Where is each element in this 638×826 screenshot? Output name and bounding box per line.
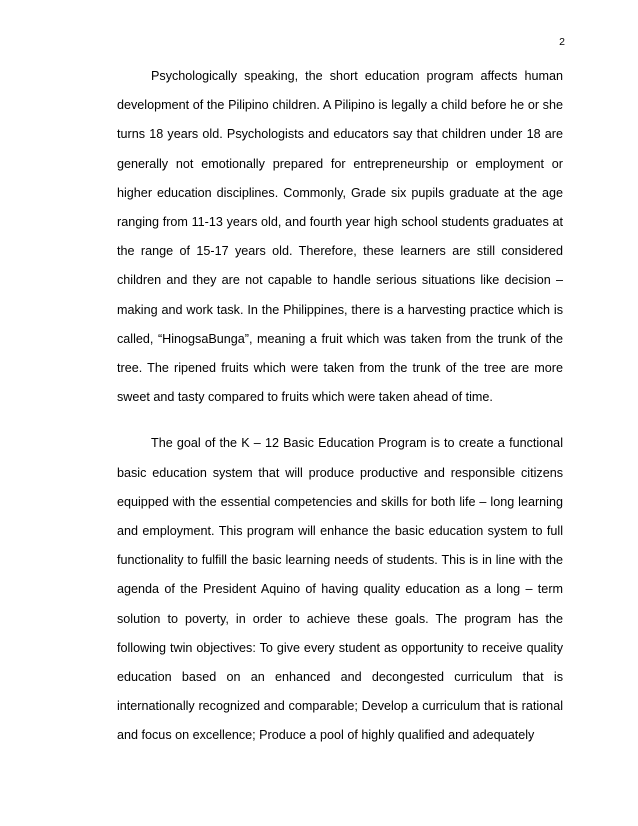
paragraph-k12-goal: The goal of the K – 12 Basic Education Program is to create a functional basic education system that will produce productive and responsible citizens equipped with the essential competencies and skills for both life – long learning and employment. This program will enhance the basic education system to full functionality to fulfill the basic learning needs of students. This is in line with the agenda of the President Aquino of having quality education as a long – term solution to poverty, in order to achieve these goals. The program has the following twin objectives: To give every student as opportunity to receive quality education based on an enhanced and decongested curriculum that is internationally recognized and comparable; Develop a curriculum that is rational and focus on excellence; Produce a pool of highly qualified and adequately [117, 436, 563, 743]
paragraph-psychology: Psychologically speaking, the short education program affects human development of the Pilipino children. A Pilipino is legally a child before he or she turns 18 years old. Psychologists and educators say that children under 18 are generally not emotionally prepared for entrepreneurship or employment or higher education disciplines. Commonly, Grade six pupils graduate at the age ranging from 11-13 years old, and fourth year high school students graduates at the range of 15-17 years old. Therefore, these learners are still considered children and they are not capable to handle serious situations like decision – making and work task. In the Philippines, there is a harvesting practice which is called, “HinogsaBunga”, meaning a fruit which was taken from the trunk of the tree. The ripened fruits which were taken from the trunk of the tree are more sweet and tasty compared to fruits which were taken ahead of time. [117, 69, 563, 405]
body-text [117, 62, 563, 751]
page-number: 2 [559, 36, 565, 48]
